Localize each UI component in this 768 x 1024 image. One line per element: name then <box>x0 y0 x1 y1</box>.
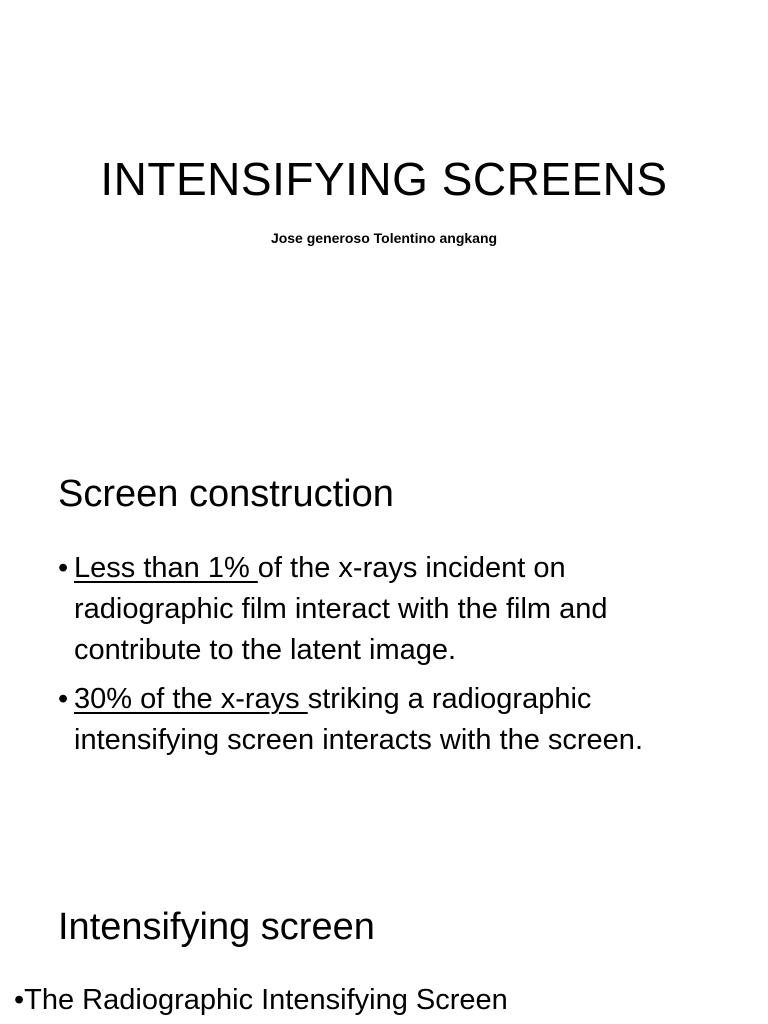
bullet-dot: • <box>14 984 25 1016</box>
slide-heading: Screen construction <box>58 473 394 515</box>
underlined-text: 30% of the x-rays <box>74 683 308 715</box>
bullet-list <box>58 548 718 769</box>
bullet-item <box>58 679 718 761</box>
slide-heading: Intensifying screen <box>58 906 375 948</box>
bullet-text: The Radiographic Intensifying Screen <box>24 984 508 1016</box>
bullet-dot: • <box>58 683 69 715</box>
title-slide <box>0 0 768 440</box>
bullet-item <box>14 980 508 1021</box>
presentation-title: INTENSIFYING SCREENS <box>100 153 668 205</box>
bullet-dot: • <box>58 552 69 584</box>
bullet-text: striking a radiographic intensifying screen interacts with the screen. <box>74 683 643 756</box>
screen-construction-slide <box>0 440 768 870</box>
bullet-item <box>58 548 718 671</box>
bullet-text: of the x-rays incident on radiographic film interact with the film and contribute to the latent image. <box>74 552 608 666</box>
presentation-author: Jose generoso Tolentino angkang <box>270 230 498 246</box>
intensifying-screen-slide <box>0 870 768 1024</box>
underlined-text: Less than 1% <box>74 552 258 584</box>
